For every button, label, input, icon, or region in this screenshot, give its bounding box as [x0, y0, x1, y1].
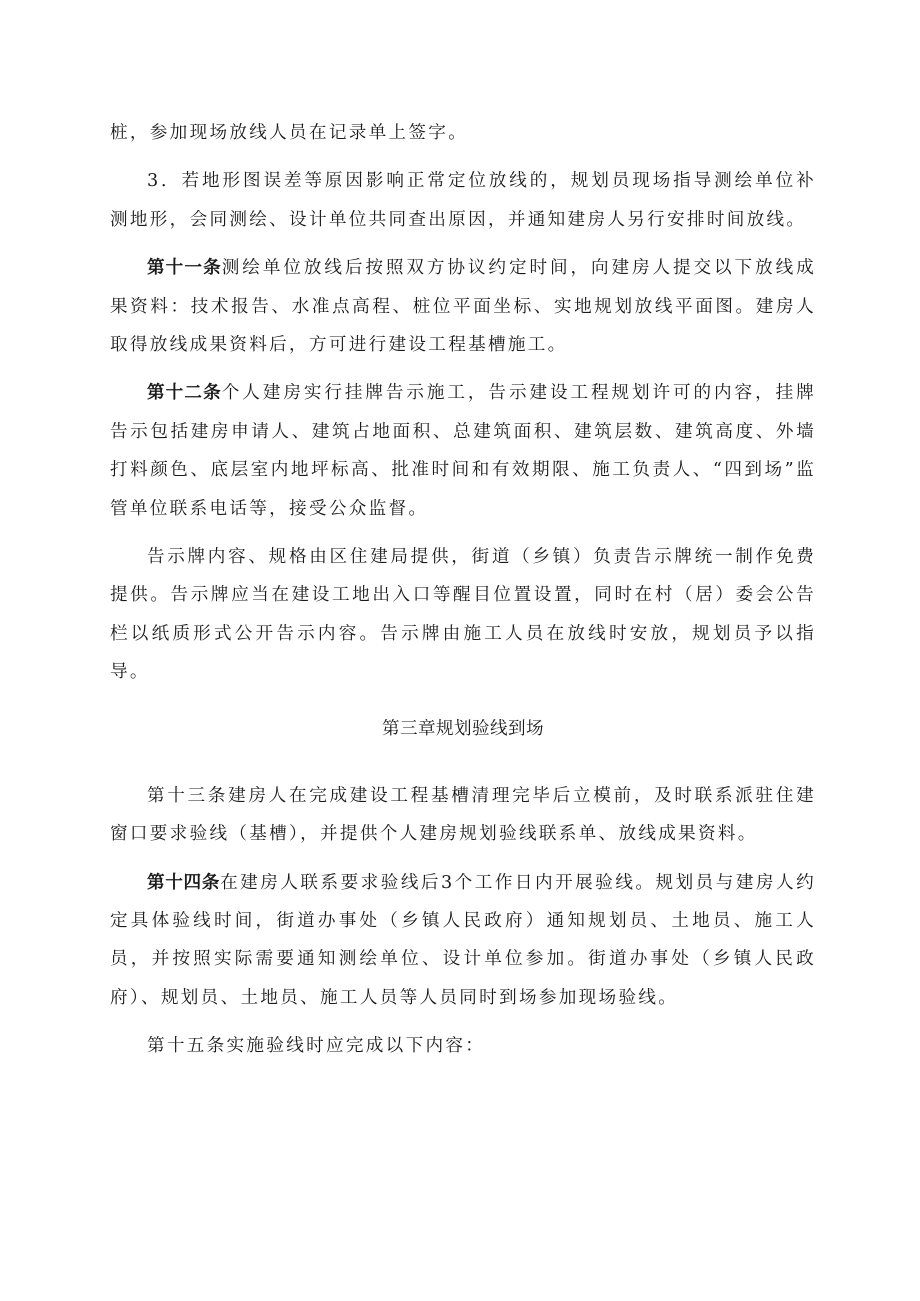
article-11-text: 测绘单位放线后按照双方协议约定时间，向建房人提交以下放线成果资料：技术报告、水准点高程、桩位平面坐标、实地规划放线平面图。建房人取得放线成果资料后，方可进行建设工程基槽施工。 [110, 258, 816, 356]
paragraph-signboard: 告示牌内容、规格由区住建局提供，街道（乡镇）负责告示牌统一制作免费提供。告示牌应当在建设工地出入口等醒目位置设置，同时在村（居）委会公告栏以纸质形式公开告示内容。告示牌由施工人员在放线时安放，规划员予以指导。 [110, 547, 816, 683]
document-page [110, 114, 816, 1076]
article-14-text: 在建房人联系要求验线后3个工作日内开展验线。规划员与建房人约定具体验线时间，街道办事处（乡镇人民政府）通知规划员、土地员、施工人员，并按照实际需要通知测绘单位、设计单位参加。街道办事处（乡镇人民政府）、规划员、土地员、施工人员等人员同时到场参加现场验线。 [110, 872, 816, 1008]
article-12 [110, 374, 816, 528]
article-12-text: 个人建房实行挂牌告示施工，告示建设工程规划许可的内容，挂牌告示包括建房申请人、建筑占地面积、总建筑面积、建筑层数、建筑高度、外墙打料颜色、底层室内地坪标高、批准时间和有效期限、施工负责人、“四到场”监管单位联系电话等，接受公众监督。 [110, 383, 816, 519]
article-14-label: 第十四条 [146, 872, 221, 893]
article-12-label: 第十二条 [146, 383, 222, 404]
article-14 [110, 864, 816, 1018]
article-15: 第十五条实施验线时应完成以下内容： [146, 1036, 486, 1057]
article-11 [110, 249, 816, 364]
chapter-heading: 第三章规划验线到场 [382, 718, 544, 739]
article-13: 第十三条建房人在完成建设工程基槽清理完毕后立模前，及时联系派驻住建窗口要求验线（基槽），并提供个人建房规划验线联系单、放线成果资料。 [110, 785, 816, 845]
paragraph-item-3: 3．若地形图误差等原因影响正常定位放线的，规划员现场指导测绘单位补测地形，会同测绘、设计单位共同查出原因，并通知建房人另行安排时间放线。 [110, 171, 816, 230]
article-11-label: 第十一条 [146, 258, 222, 279]
paragraph-continuation: 桩，参加现场放线人员在记录单上签字。 [110, 123, 469, 143]
